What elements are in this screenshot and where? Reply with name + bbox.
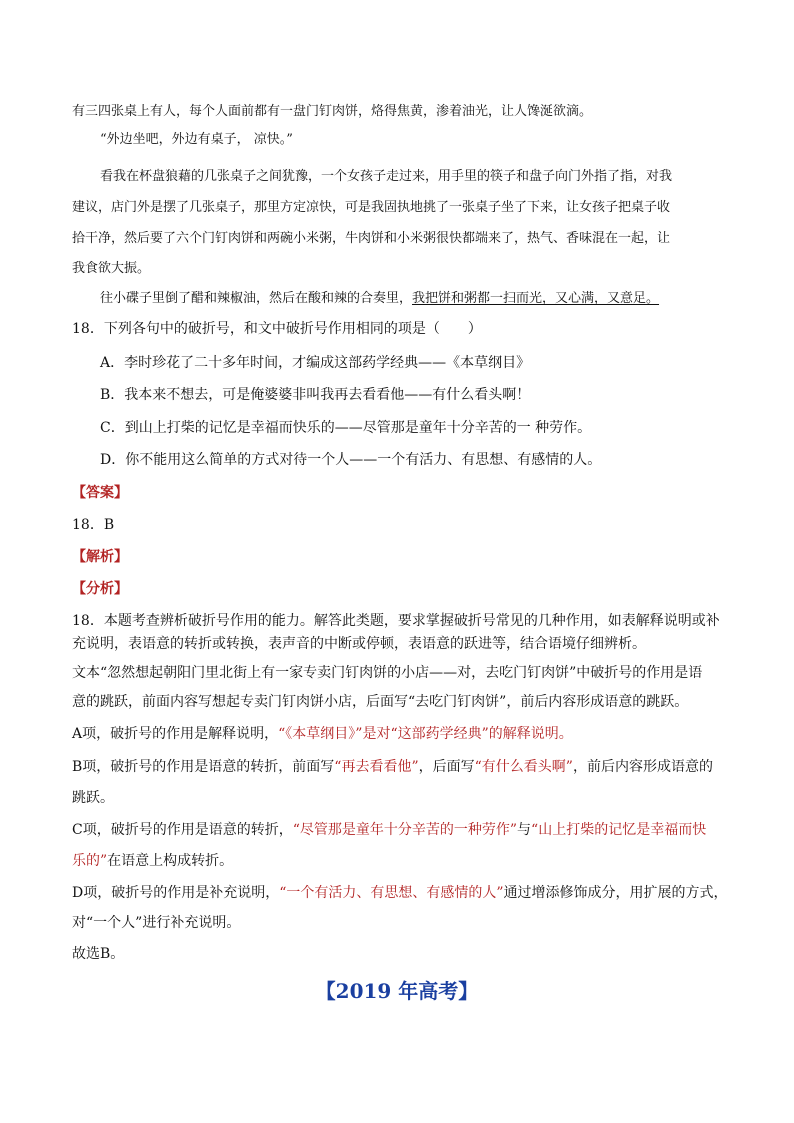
explain-text: 文本“忽然想起朝阳门里北街上有一家专卖门钉肉饼的小店——对，去吃门钉肉饼”中破折号的作用是语: [72, 665, 703, 681]
explain-text: D项，破折号的作用是补充说明，: [72, 885, 280, 901]
explain-text: B项，破折号的作用是语意的转折，前面写: [72, 759, 335, 775]
explain-text: 跳跃。: [72, 790, 114, 806]
answer-value: 18．B: [72, 517, 115, 533]
quoted-text: “《本草纲目》”是对“这部药学经典”的解释说明。: [278, 726, 573, 742]
passage-line: “外边坐吧，外边有桌子， 凉快。”: [100, 132, 293, 147]
passage-text: 往小碟子里倒了醋和辣椒油，然后在酸和辣的合奏里，: [100, 291, 413, 306]
quoted-text: 乐的”: [72, 853, 108, 869]
explain-text: ，后面写: [418, 759, 475, 775]
explain-text: C项，破折号的作用是语意的转折，: [72, 822, 293, 838]
explain-text: 充说明，表语意的转折或转换，表声音的中断或停顿，表语意的跃进等，结合语境仔细辨析。: [72, 636, 646, 652]
quoted-text: “山上打柴的记忆是幸福而快: [531, 822, 707, 838]
passage-line: 有三四张桌上有人，每个人面前都有一盘门钉肉饼，烙得焦黄，渗着油光，让人馋涎欲滴。: [72, 104, 593, 119]
passage-line: 我食欲大振。: [72, 261, 151, 276]
passage-line: 看我在杯盘狼藉的几张桌子之间犹豫，一个女孩子走过来，用手里的筷子和盘子向门外指了指，对我: [100, 169, 673, 184]
explain-text: A项，破折号的作用是解释说明，: [72, 726, 279, 742]
analysis-label: 【分析】: [72, 581, 128, 597]
explain-label: 【解析】: [72, 549, 128, 565]
quoted-text: “一个有活力、有思想、有感情的人”: [279, 885, 504, 901]
conclusion: 故选B。: [72, 946, 125, 962]
quoted-text: “再去看看他”: [334, 759, 419, 775]
passage-line: 拾干净，然后要了六个门钉肉饼和两碗小米粥，牛肉饼和小米粥很快都端来了，热气、香味混在一起，让: [72, 231, 671, 246]
explain-text: 18．本题考查辨析破折号作用的能力。解答此类题，要求掌握破折号常见的几种作用，如表解释说明或补: [72, 613, 720, 629]
explain-text: ，前后内容形成语意的: [572, 759, 713, 775]
option-a: A．李时珍花了二十多年时间，才编成这部药学经典——《本草纲目》: [100, 355, 531, 371]
explain-text: 与: [517, 822, 532, 838]
explain-option-a: [72, 725, 724, 743]
explain-text: 意的跳跃，前面内容写想起专卖门钉肉饼小店，后面写“去吃门钉肉饼”，前后内容形成语意的跳跃。: [72, 694, 689, 710]
answer-label: 【答案】: [72, 485, 128, 501]
quoted-text: “尽管那是童年十分辛苦的一种劳作”: [292, 822, 518, 838]
explain-option-c: [72, 821, 724, 839]
section-title: 【2019 年高考】: [315, 979, 479, 1003]
explain-text: 通过增添修饰成分，用扩展的方式，: [503, 885, 728, 901]
explain-option-b: [72, 758, 724, 776]
option-c: C．到山上打柴的记忆是幸福而快乐的——尽管那是童年十分辛苦的一 种劳作。: [100, 420, 592, 436]
question-stem: 18．下列各句中的破折号，和文中破折号作用相同的项是（ ）: [72, 321, 482, 337]
explain-text: 在语意上构成转折。: [107, 853, 234, 869]
passage-line: 建议，店门外是摆了几张桌子，那里方定凉快，可是我固执地挑了一张桌子坐了下来，让女孩子把桌子收: [72, 200, 671, 215]
quoted-text: “有什么看头啊”: [474, 759, 573, 775]
explain-option-d: [72, 884, 728, 902]
passage-underlined-text: 我把饼和粥都一扫而光，又心满，又意足。: [412, 291, 660, 306]
option-b: B．我本来不想去，可是俺婆婆非叫我再去看看他——有什么看头啊！: [100, 387, 531, 403]
explain-text: 对“一个人”进行补充说明。: [72, 915, 241, 931]
passage-line: [100, 290, 724, 308]
explain-option-c-cont: [72, 852, 724, 870]
option-d: D．你不能用这么简单的方式对待一个人——一个有活力、有思想、有感情的人。: [100, 452, 602, 468]
